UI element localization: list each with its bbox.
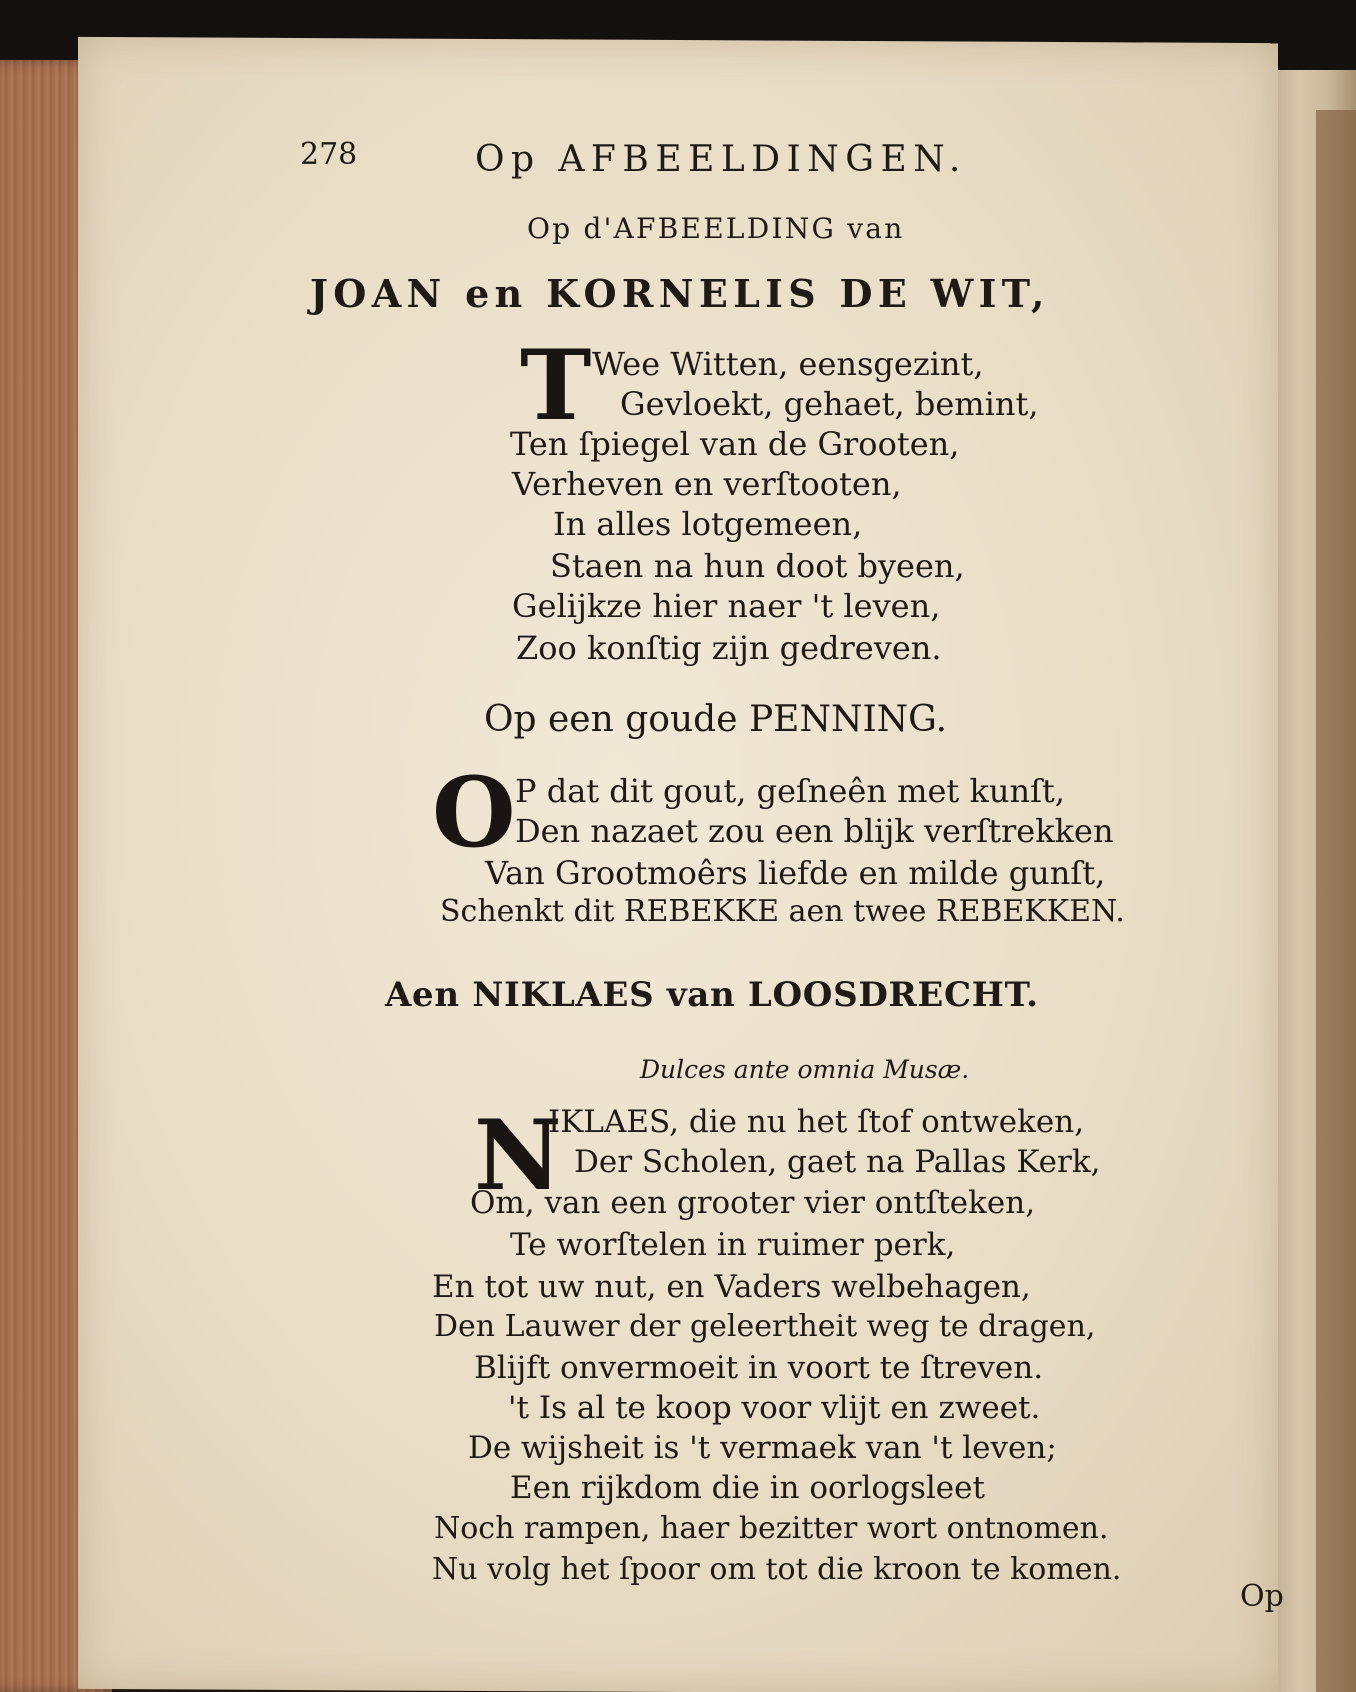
poem2-line-4: Schenkt dit REBEKKE aen twee REBEKKEN.	[440, 894, 1125, 929]
page-number: 278	[300, 137, 358, 172]
poem2-line-3: Van Grootmoêrs liefde en milde gunſt,	[485, 854, 1106, 892]
poem3-motto: Dulces ante omnia Musæ.	[640, 1055, 970, 1084]
poem2-heading: Op een goude PENNING.	[484, 699, 948, 740]
poem1-line-7: Gelijkze hier naer 't leven,	[512, 587, 941, 625]
poem1-line-5: In alles lotgemeen,	[553, 505, 863, 543]
poem3-line-7: Blijft onvermoeit in voort te ſtreven.	[474, 1350, 1044, 1386]
poem3-line-5: En tot uw nut, en Vaders welbehagen,	[432, 1269, 1031, 1305]
poem3-line-2: Der Scholen, gaet na Pallas Kerk,	[574, 1144, 1101, 1180]
poem1-heading-line2: JOAN en KORNELIS DE WIT,	[310, 271, 1050, 316]
poem3-line-3: Om, van een grooter vier ontſteken,	[470, 1185, 1036, 1221]
poem1-line-1: Wee Witten, eensgezint,	[592, 345, 984, 383]
poem3-line-12: Nu volg het ſpoor om tot die kroon te komen.	[432, 1552, 1122, 1587]
poem3-drop-cap: N	[474, 1099, 562, 1212]
poem1-line-4: Verheven en verſtooten,	[512, 465, 902, 503]
running-title: Op AFBEELDINGEN.	[475, 139, 967, 180]
poem3-line-1: IKLAES, die nu het ſtof ontweken,	[548, 1104, 1085, 1140]
poem2-line-1: P dat dit gout, geſneên met kunſt,	[515, 772, 1065, 810]
poem3-line-6: Den Lauwer der geleertheit weg te dragen,	[434, 1309, 1096, 1344]
poem3-line-10: Een rijkdom die in oorlogsleet	[510, 1470, 985, 1506]
poem2-drop-cap: O	[432, 756, 516, 869]
poem3-heading: Aen NIKLAES van LOOSDRECHT.	[385, 975, 1039, 1015]
poem3-line-9: De wijsheit is 't vermaek van 't leven;	[468, 1430, 1057, 1466]
poem1-line-8: Zoo konſtig zijn gedreven.	[516, 629, 942, 667]
poem2-line-2: Den nazaet zou een blijk verſtrekken	[515, 812, 1114, 850]
catchword: Op	[1240, 1579, 1284, 1614]
poem1-line-3: Ten ſpiegel van de Grooten,	[510, 425, 960, 463]
poem1-heading-line1: Op d'AFBEELDING van	[527, 212, 905, 245]
poem1-drop-cap: T	[520, 329, 592, 442]
poem1-line-6: Staen na hun doot byeen,	[550, 547, 965, 585]
poem3-line-4: Te worſtelen in ruimer perk,	[510, 1227, 956, 1263]
poem1-line-2: Gevloekt, gehaet, bemint,	[620, 385, 1039, 423]
poem3-line-8: 't Is al te koop voor vlijt en zweet.	[508, 1390, 1041, 1426]
poem3-line-11: Noch rampen, haer bezitter wort ontnomen.	[434, 1511, 1109, 1546]
facing-page-edge	[1316, 110, 1356, 1692]
